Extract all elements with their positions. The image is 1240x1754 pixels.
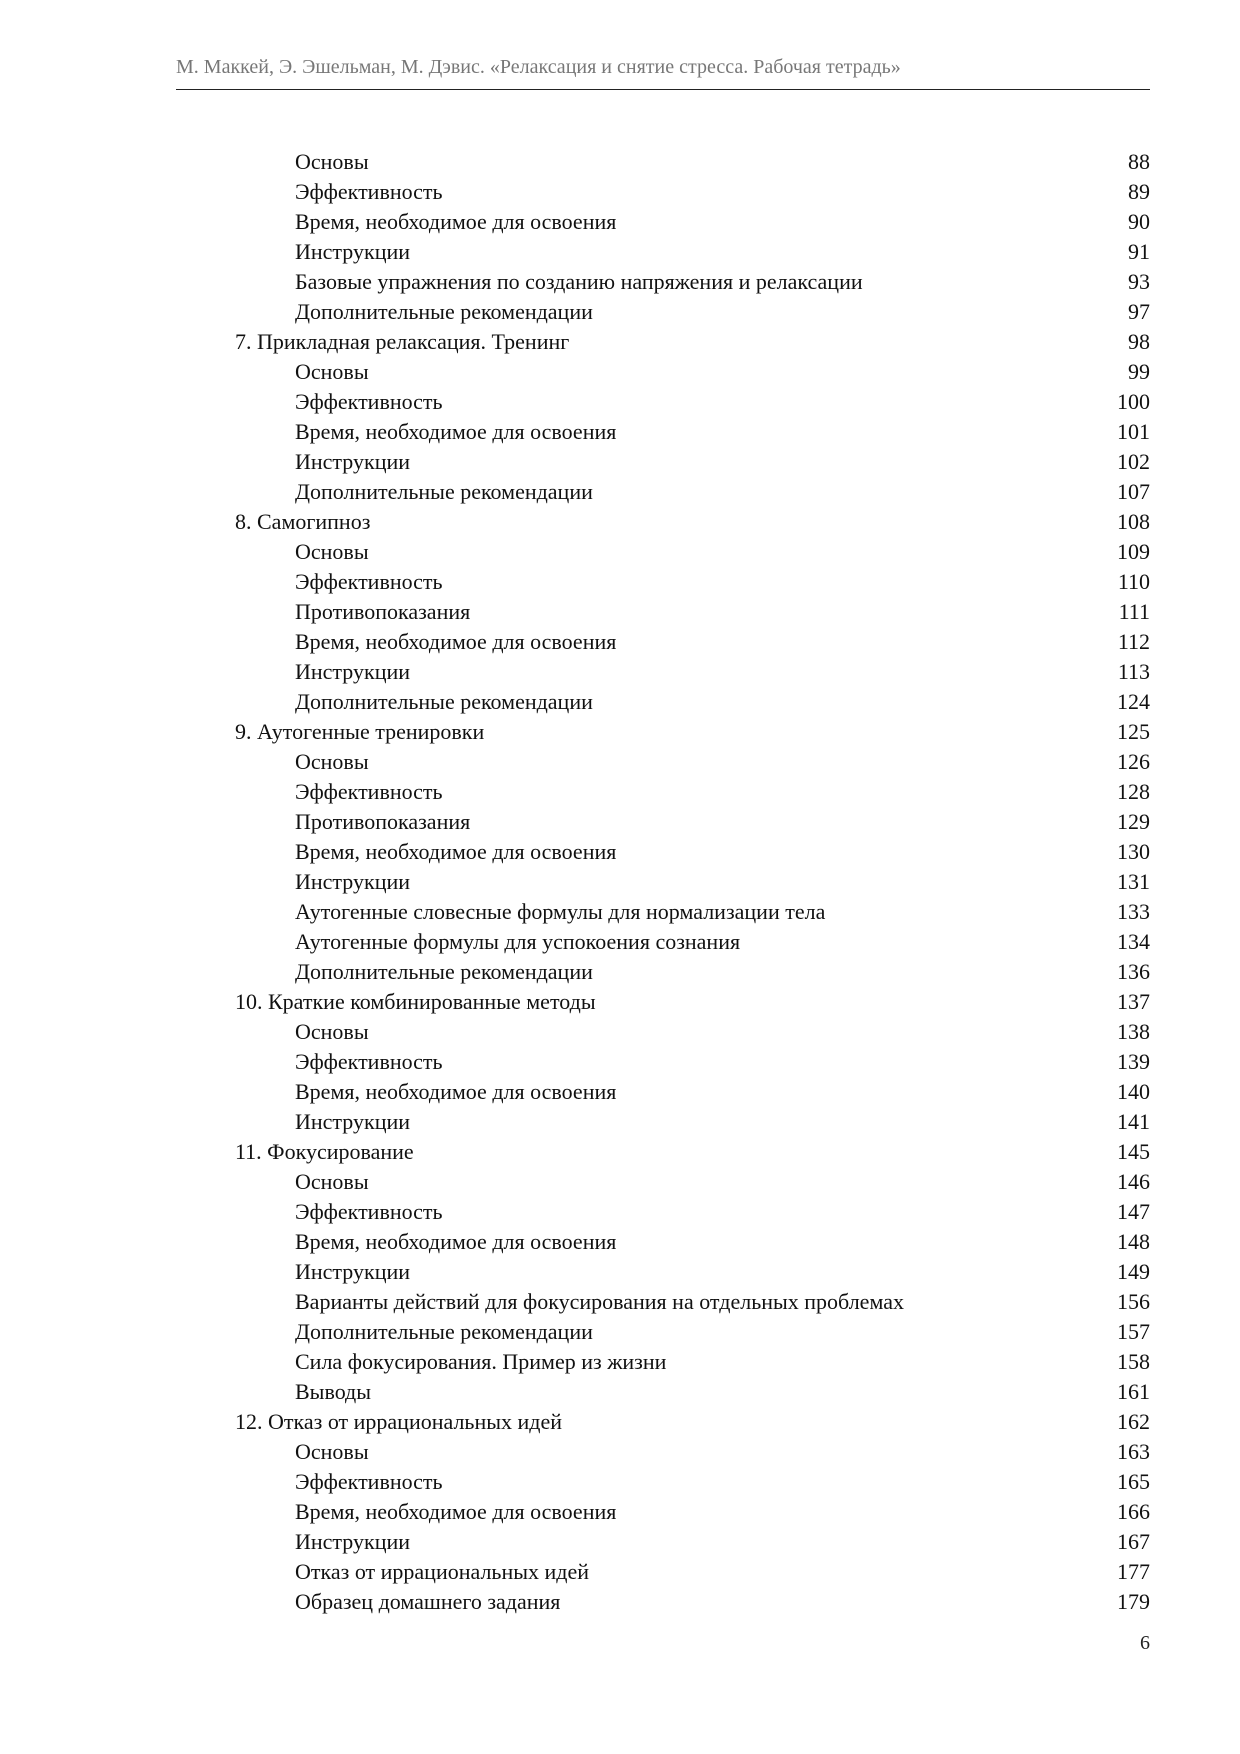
toc-entry-page: 98 (1128, 329, 1150, 354)
toc-entry-title: Время, необходимое для освоения (295, 209, 617, 234)
toc-entry-page: 165 (1117, 1469, 1150, 1494)
toc-entry-title: Время, необходимое для освоения (295, 1079, 617, 1104)
toc-section-entry[interactable] (176, 1197, 1150, 1227)
toc-entry-page: 89 (1128, 179, 1150, 204)
toc-entry-page: 91 (1128, 239, 1150, 264)
toc-section-entry[interactable] (176, 1227, 1150, 1257)
toc-entry-page: 131 (1117, 869, 1150, 894)
toc-section-entry[interactable] (176, 207, 1150, 237)
toc-entry-title: Время, необходимое для освоения (295, 1499, 617, 1524)
toc-section-entry[interactable] (176, 567, 1150, 597)
toc-entry-title: Основы (295, 359, 369, 384)
toc-entry-page: 139 (1117, 1049, 1150, 1074)
toc-section-entry[interactable] (176, 1017, 1150, 1047)
toc-entry-page: 148 (1117, 1229, 1150, 1254)
toc-entry-title: Сила фокусирования. Пример из жизни (295, 1349, 667, 1374)
toc-entry-title: Дополнительные рекомендации (295, 959, 593, 984)
toc-entry-title: Инструкции (295, 1259, 411, 1284)
toc-entry-title: Выводы (295, 1379, 372, 1404)
header-rule (176, 89, 1150, 90)
toc-section-entry[interactable] (176, 147, 1150, 177)
toc-section-entry[interactable] (176, 267, 1150, 297)
page-number: 6 (1140, 1632, 1150, 1654)
running-header: М. Маккей, Э. Эшельман, М. Дэвис. «Релаксация и снятие стресса. Рабочая тетрадь» (176, 56, 901, 78)
toc-entry-title: Инструкции (295, 1109, 411, 1134)
toc-entry-title: Основы (295, 1169, 369, 1194)
toc-section-entry[interactable] (176, 537, 1150, 567)
toc-section-entry[interactable] (176, 897, 1150, 927)
toc-section-entry[interactable] (176, 1437, 1150, 1467)
toc-section-entry[interactable] (176, 1497, 1150, 1527)
toc-section-entry[interactable] (176, 357, 1150, 387)
toc-entry-title: Инструкции (295, 869, 411, 894)
toc-section-entry[interactable] (176, 1467, 1150, 1497)
toc-entry-page: 93 (1128, 269, 1150, 294)
toc-section-entry[interactable] (176, 237, 1150, 267)
toc-entry-page: 156 (1117, 1289, 1150, 1314)
toc-entry-page: 109 (1117, 539, 1150, 564)
toc-section-entry[interactable] (176, 1557, 1150, 1587)
toc-entry-title: Время, необходимое для освоения (295, 629, 617, 654)
toc-section-entry[interactable] (176, 777, 1150, 807)
toc-section-entry[interactable] (176, 387, 1150, 417)
toc-entry-title: Противопоказания (295, 809, 471, 834)
toc-entry-page: 107 (1117, 479, 1150, 504)
toc-entry-page: 110 (1117, 569, 1150, 594)
toc-entry-page: 134 (1117, 929, 1150, 954)
toc-entry-page: 100 (1117, 389, 1150, 414)
toc-entry-title: Эффективность (295, 569, 443, 594)
toc-entry-title: Эффективность (295, 389, 443, 414)
toc-section-entry[interactable] (176, 1167, 1150, 1197)
toc-entry-page: 128 (1117, 779, 1150, 804)
toc-entry-title: 10. Краткие комбинированные методы (235, 989, 596, 1014)
toc-entry-title: Инструкции (295, 1529, 411, 1554)
toc-entry-title: Основы (295, 1439, 369, 1464)
toc-entry-page: 129 (1117, 809, 1150, 834)
toc-section-entry[interactable] (176, 1077, 1150, 1107)
toc-entry-page: 111 (1118, 599, 1150, 624)
toc-section-entry[interactable] (176, 1287, 1150, 1317)
toc-entry-page: 108 (1117, 509, 1150, 534)
toc-entry-page: 163 (1117, 1439, 1150, 1464)
toc-section-entry[interactable] (176, 1527, 1150, 1557)
toc-section-entry[interactable] (176, 177, 1150, 207)
toc-section-entry[interactable] (176, 957, 1150, 987)
toc-entry-page: 146 (1117, 1169, 1150, 1194)
toc-section-entry[interactable] (176, 627, 1150, 657)
toc-entry-page: 167 (1117, 1529, 1150, 1554)
toc-section-entry[interactable] (176, 657, 1150, 687)
toc-entry-title: Эффективность (295, 779, 443, 804)
toc-entry-title: Эффективность (295, 1199, 443, 1224)
toc-section-entry[interactable] (176, 837, 1150, 867)
toc-entry-title: Эффективность (295, 1049, 443, 1074)
toc-entry-page: 126 (1117, 749, 1150, 774)
table-of-contents (176, 147, 1150, 1617)
toc-entry-page: 136 (1117, 959, 1150, 984)
toc-entry-page: 161 (1117, 1379, 1150, 1404)
toc-section-entry[interactable] (176, 1587, 1150, 1617)
toc-entry-title: Инструкции (295, 239, 411, 264)
toc-entry-page: 138 (1117, 1019, 1150, 1044)
toc-entry-title: Эффективность (295, 1469, 443, 1494)
toc-chapter-entry[interactable] (176, 1137, 1150, 1167)
toc-chapter-entry[interactable] (176, 987, 1150, 1017)
toc-entry-title: Время, необходимое для освоения (295, 1229, 617, 1254)
toc-entry-title: Инструкции (295, 659, 411, 684)
toc-entry-title: Противопоказания (295, 599, 471, 624)
toc-entry-title: Время, необходимое для освоения (295, 839, 617, 864)
toc-chapter-entry[interactable] (176, 507, 1150, 537)
toc-entry-page: 113 (1117, 659, 1150, 684)
toc-entry-title: Основы (295, 539, 369, 564)
toc-entry-page: 145 (1117, 1139, 1150, 1164)
toc-entry-page: 166 (1117, 1499, 1150, 1524)
toc-entry-title: Варианты действий для фокусирования на отдельных проблемах (295, 1289, 904, 1314)
toc-entry-title: Основы (295, 1019, 369, 1044)
toc-section-entry[interactable] (176, 687, 1150, 717)
toc-entry-page: 149 (1117, 1259, 1150, 1284)
toc-entry-page: 130 (1117, 839, 1150, 864)
toc-section-entry[interactable] (176, 417, 1150, 447)
toc-section-entry[interactable] (176, 1107, 1150, 1137)
toc-section-entry[interactable] (176, 927, 1150, 957)
toc-entry-page: 137 (1117, 989, 1150, 1014)
toc-entry-title: Основы (295, 149, 369, 174)
toc-section-entry[interactable] (176, 867, 1150, 897)
toc-entry-title: Аутогенные формулы для успокоения сознания (295, 929, 741, 954)
toc-entry-title: Базовые упражнения по созданию напряжения и релаксации (295, 269, 863, 294)
toc-chapter-entry[interactable] (176, 1407, 1150, 1437)
toc-entry-page: 157 (1117, 1319, 1150, 1344)
toc-entry-page: 147 (1117, 1199, 1150, 1224)
toc-entry-title: 7. Прикладная релаксация. Тренинг (235, 329, 570, 354)
toc-entry-title: Аутогенные словесные формулы для нормализации тела (295, 899, 826, 924)
toc-entry-page: 141 (1117, 1109, 1150, 1134)
toc-entry-page: 101 (1117, 419, 1150, 444)
toc-entry-title: 9. Аутогенные тренировки (235, 719, 485, 744)
toc-entry-title: 8. Самогипноз (235, 509, 371, 534)
toc-section-entry[interactable] (176, 447, 1150, 477)
toc-entry-title: 12. Отказ от иррациональных идей (235, 1409, 563, 1434)
toc-section-entry[interactable] (176, 1047, 1150, 1077)
toc-entry-page: 97 (1128, 299, 1150, 324)
toc-entry-title: Отказ от иррациональных идей (295, 1559, 590, 1584)
toc-chapter-entry[interactable] (176, 327, 1150, 357)
toc-entry-page: 162 (1117, 1409, 1150, 1434)
toc-entry-title: Дополнительные рекомендации (295, 299, 593, 324)
toc-entry-page: 88 (1128, 149, 1150, 174)
toc-entry-title: Дополнительные рекомендации (295, 1319, 593, 1344)
toc-section-entry[interactable] (176, 747, 1150, 777)
toc-entry-title: Дополнительные рекомендации (295, 479, 593, 504)
toc-section-entry[interactable] (176, 1347, 1150, 1377)
toc-section-entry[interactable] (176, 597, 1150, 627)
toc-entry-page: 140 (1117, 1079, 1150, 1104)
toc-section-entry[interactable] (176, 1377, 1150, 1407)
toc-entry-page: 133 (1117, 899, 1150, 924)
toc-entry-page: 102 (1117, 449, 1150, 474)
toc-section-entry[interactable] (176, 1257, 1150, 1287)
toc-entry-page: 90 (1128, 209, 1150, 234)
toc-entry-title: 11. Фокусирование (235, 1139, 414, 1164)
toc-entry-page: 112 (1117, 629, 1150, 654)
toc-entry-page: 177 (1117, 1559, 1150, 1584)
toc-entry-page: 125 (1117, 719, 1150, 744)
toc-entry-page: 124 (1117, 689, 1150, 714)
toc-section-entry[interactable] (176, 297, 1150, 327)
toc-entry-title: Инструкции (295, 449, 411, 474)
toc-entry-title: Основы (295, 749, 369, 774)
toc-entry-title: Эффективность (295, 179, 443, 204)
toc-entry-page: 99 (1128, 359, 1150, 384)
toc-chapter-entry[interactable] (176, 717, 1150, 747)
toc-entry-title: Дополнительные рекомендации (295, 689, 593, 714)
toc-section-entry[interactable] (176, 1317, 1150, 1347)
toc-entry-title: Образец домашнего задания (295, 1589, 561, 1614)
toc-entry-title: Время, необходимое для освоения (295, 419, 617, 444)
toc-entry-page: 158 (1117, 1349, 1150, 1374)
toc-section-entry[interactable] (176, 477, 1150, 507)
toc-section-entry[interactable] (176, 807, 1150, 837)
toc-entry-page: 179 (1117, 1589, 1150, 1614)
